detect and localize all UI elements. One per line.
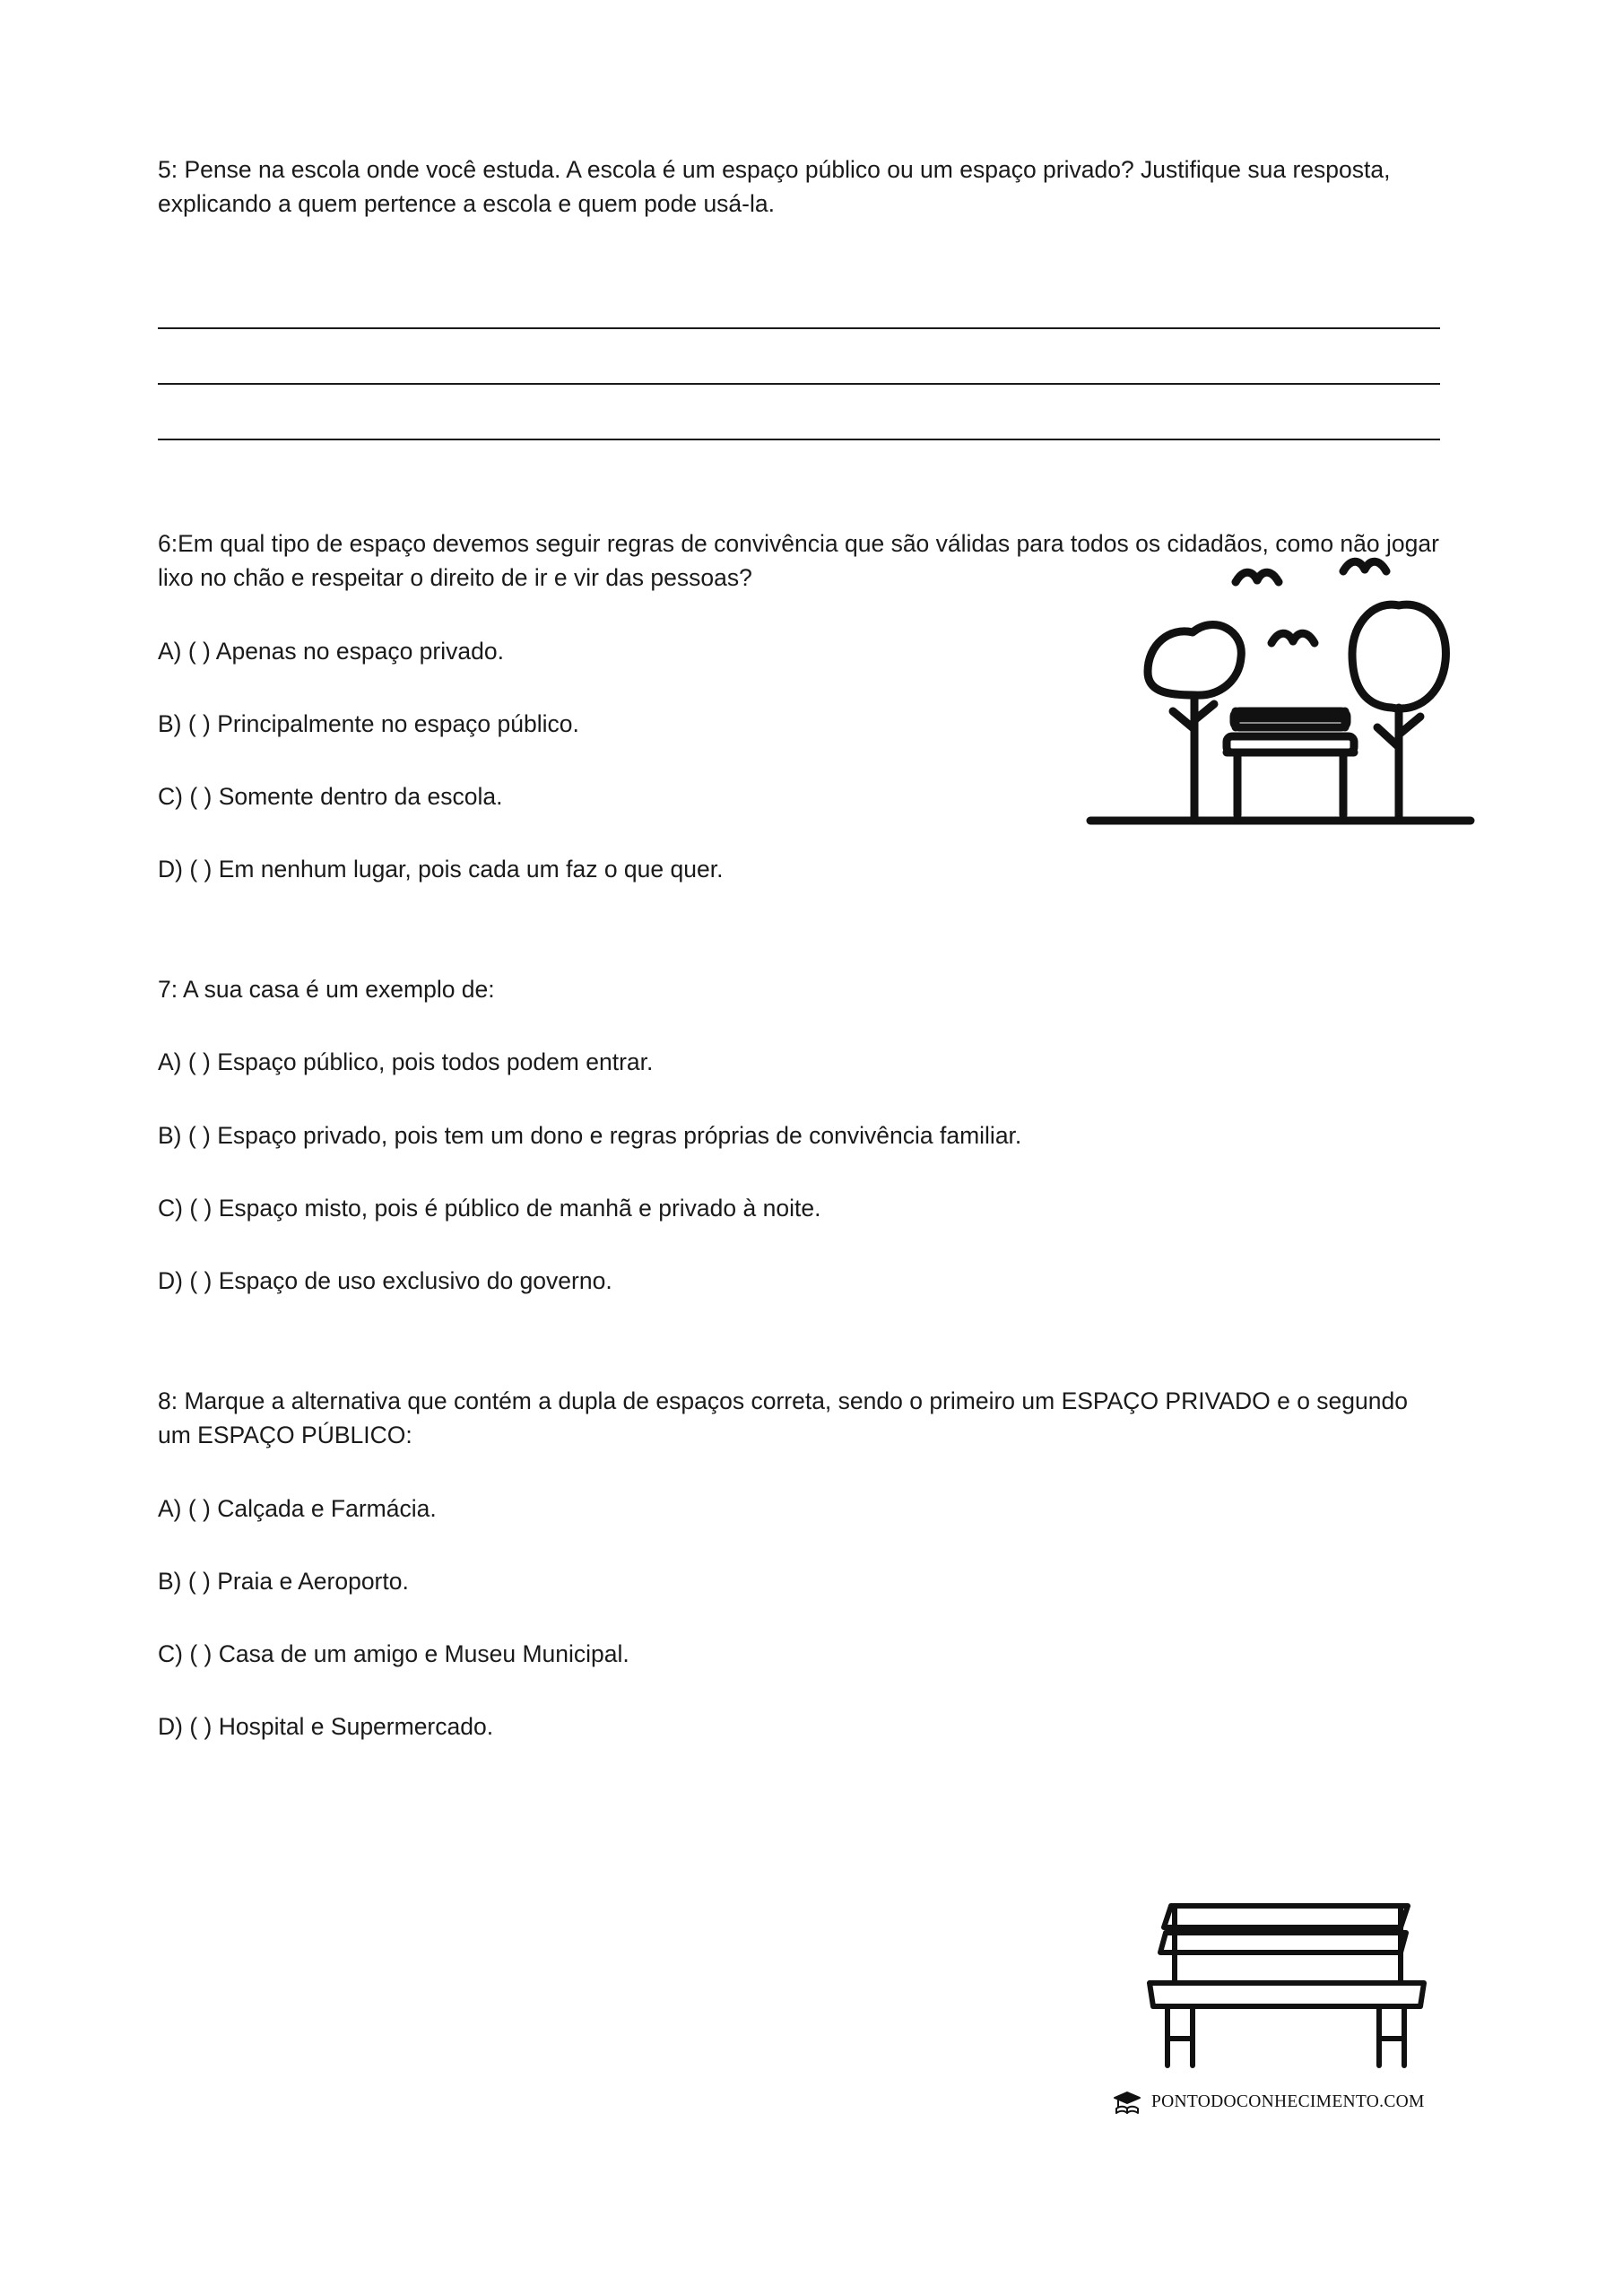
option-a[interactable]: A) ( ) Apenas no espaço privado. — [158, 637, 504, 665]
option-a[interactable]: A) ( ) Espaço público, pois todos podem entrar. — [158, 1048, 654, 1076]
park-bench-icon — [1139, 1897, 1435, 2076]
brand-footer — [1112, 2087, 1425, 2118]
option-d[interactable]: D) ( ) Espaço de uso exclusivo do governo. — [158, 1266, 612, 1294]
question-5-answer-lines — [158, 274, 1440, 440]
worksheet-content — [158, 152, 1440, 1744]
brand-text: PONTODOCONHECIMENTO.COM — [1151, 2092, 1425, 2111]
question-8-options — [158, 1492, 1440, 1744]
option-c[interactable]: C) ( ) Casa de um amigo e Museu Municipal. — [158, 1639, 629, 1667]
answer-line[interactable] — [158, 274, 1440, 329]
option-a[interactable]: A) ( ) Calçada e Farmácia. — [158, 1494, 437, 1522]
question-7-options — [158, 1046, 1440, 1297]
option-b[interactable]: B) ( ) Praia e Aeroporto. — [158, 1567, 409, 1595]
section-spacer — [158, 886, 1440, 972]
option-b[interactable]: B) ( ) Espaço privado, pois tem um dono e regras próprias de convivência familiar. — [158, 1121, 1022, 1149]
option-b[interactable]: B) ( ) Principalmente no espaço público. — [158, 709, 579, 737]
option-c[interactable]: C) ( ) Somente dentro da escola. — [158, 782, 503, 810]
question-7-text: 7: A sua casa é um exemplo de: — [158, 976, 495, 1004]
graduation-cap-book-icon — [1112, 2087, 1142, 2118]
option-d[interactable]: D) ( ) Hospital e Supermercado. — [158, 1712, 494, 1740]
option-c[interactable]: C) ( ) Espaço misto, pois é público de manhã e privado à noite. — [158, 1194, 821, 1222]
question-5 — [158, 152, 1440, 440]
section-spacer — [158, 440, 1440, 526]
option-d[interactable]: D) ( ) Em nenhum lugar, pois cada um faz o que quer. — [158, 855, 724, 883]
answer-line[interactable] — [158, 329, 1440, 385]
question-5-text: 5: Pense na escola onde você estuda. A escola é um espaço público ou um espaço privado? Justifique sua resposta, explicando a quem pertence a escola e quem pode usá-la. — [158, 156, 1391, 218]
answer-line[interactable] — [158, 385, 1440, 440]
park-with-bench-trees-birds-icon — [1083, 544, 1478, 849]
question-8 — [158, 1384, 1440, 1744]
question-6 — [158, 526, 1440, 886]
question-8-text: 8: Marque a alternativa que contém a dupla de espaços correta, sendo o primeiro um ESPAÇO PRIVADO e o segundo um ESPAÇO PÚBLICO: — [158, 1387, 1408, 1449]
section-spacer — [158, 1298, 1440, 1384]
question-7 — [158, 972, 1440, 1298]
question-6-text: 6:Em qual tipo de espaço devemos seguir regras de convivência que são válidas para todos os cidadãos, como não jogar lixo no chão e respeitar o direito de ir e vir das pessoas? — [158, 529, 1439, 592]
